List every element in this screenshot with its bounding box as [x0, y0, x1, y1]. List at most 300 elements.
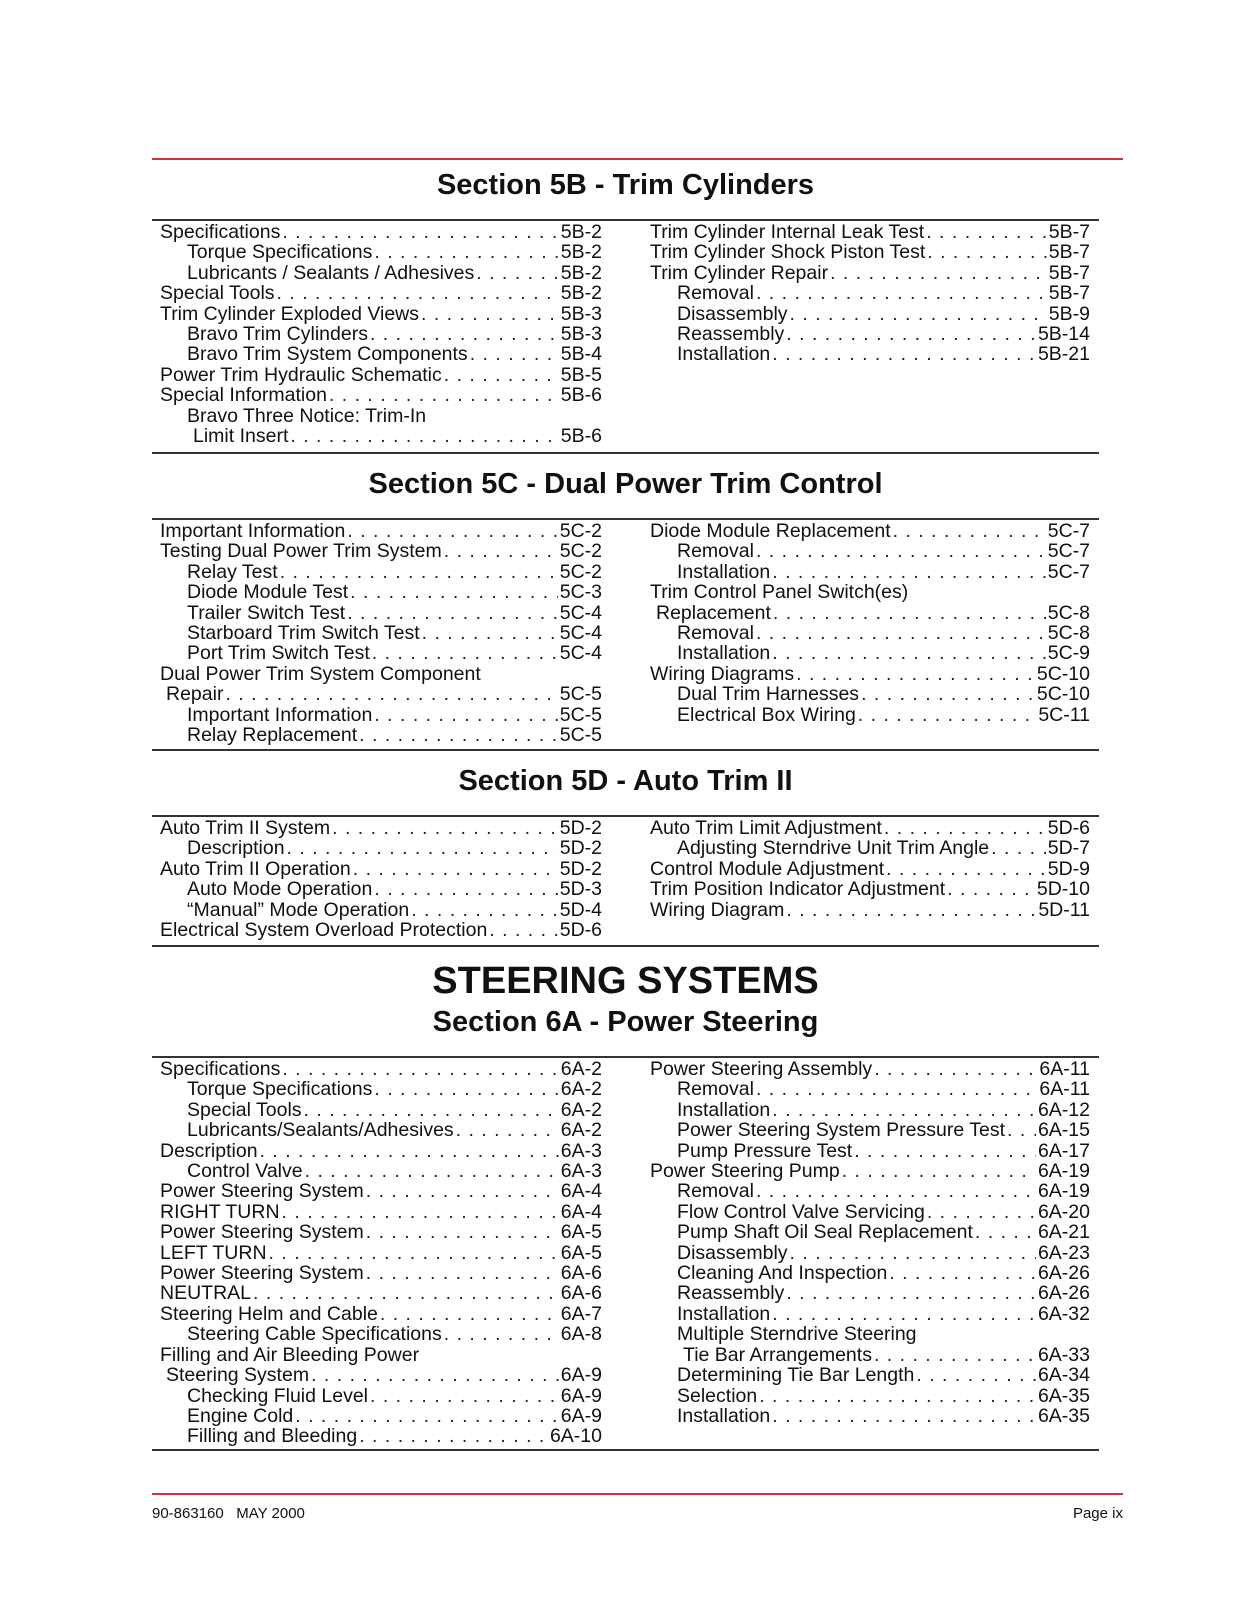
- dot-leader: [295, 1406, 559, 1426]
- toc-entry: [650, 603, 1090, 623]
- toc-entry-page: 6A-17: [1037, 1139, 1090, 1162]
- toc-entry-label: Steering System: [166, 1364, 310, 1387]
- toc-entry-label: Installation: [677, 1404, 771, 1427]
- dot-leader: [421, 304, 559, 324]
- toc-entry-label: Steering Cable Specifications: [187, 1323, 442, 1346]
- toc-entry-page: 5C-8: [1047, 622, 1090, 645]
- toc-entry-label: Dual Trim Harnesses: [677, 683, 860, 706]
- toc-entry-label: LEFT TURN: [160, 1241, 267, 1264]
- toc-entry-label: Filling and Air Bleeding Power: [160, 1343, 420, 1366]
- dot-leader: [277, 283, 559, 303]
- toc-entry-label: Cleaning And Inspection: [677, 1262, 888, 1285]
- toc-entry-label: Installation: [677, 1302, 771, 1325]
- toc-entry-label: “Manual” Mode Operation: [187, 898, 410, 921]
- toc-entry-page: 5C-2: [559, 520, 602, 542]
- toc-entry: [160, 1202, 602, 1222]
- toc-entry: [650, 664, 1090, 684]
- toc-entry: [160, 705, 602, 725]
- dot-leader: [884, 818, 1046, 838]
- dot-leader: [916, 1365, 1036, 1385]
- toc-entry-label: RIGHT TURN: [160, 1200, 280, 1223]
- toc-entry-page: 6A-5: [560, 1241, 602, 1264]
- toc-entry: [160, 1181, 602, 1201]
- toc-entry: [160, 1324, 602, 1344]
- toc-entry-label: Relay Replacement: [187, 724, 358, 747]
- toc-entry-page: 5B-2: [560, 241, 602, 264]
- toc-entry: [160, 900, 602, 920]
- section-rule: [152, 749, 1099, 751]
- toc-entry-page: 6A-35: [1037, 1404, 1090, 1427]
- toc-entry: [650, 222, 1090, 242]
- dot-leader: [858, 705, 1037, 725]
- toc-entry-page: 6A-2: [560, 1058, 602, 1080]
- toc-entry-label: Engine Cold: [187, 1404, 294, 1427]
- dot-leader: [380, 1304, 559, 1324]
- dot-leader: [889, 1263, 1036, 1283]
- toc-column-right: [650, 818, 1090, 940]
- toc-entry-label: Auto Trim II Operation: [160, 857, 351, 880]
- toc-entry-page: 5C-7: [1047, 540, 1090, 563]
- toc-entry: [650, 263, 1090, 283]
- toc-entry-label: Trim Cylinder Internal Leak Test: [650, 221, 925, 243]
- dot-leader: [411, 900, 558, 920]
- toc-entry-page: 6A-6: [560, 1282, 602, 1305]
- dot-leader: [366, 1222, 559, 1242]
- toc-entry: [650, 1059, 1090, 1079]
- toc-entry: [160, 385, 602, 405]
- toc-entry: [650, 1324, 1090, 1344]
- toc-entry: [650, 1100, 1090, 1120]
- toc-entry: [650, 1243, 1090, 1263]
- toc-entry-page: 5C-11: [1038, 703, 1090, 726]
- toc-entry-page: 6A-4: [560, 1180, 602, 1203]
- toc-entry: [160, 406, 602, 426]
- toc-entry-page: 6A-35: [1037, 1384, 1090, 1407]
- toc-entry-label: NEUTRAL: [160, 1282, 252, 1305]
- dot-leader: [991, 838, 1046, 858]
- toc-entry-page: 5D-7: [1047, 837, 1090, 860]
- toc-entry-page: 5B-7: [1048, 241, 1090, 264]
- toc-column-left: [160, 1059, 602, 1447]
- toc-entry-label: Special Tools: [187, 1098, 302, 1121]
- toc-entry-label: Reassembly: [677, 1282, 785, 1305]
- toc-entry-label: Wiring Diagram: [650, 898, 785, 921]
- toc-entry: [160, 684, 602, 704]
- toc-entry-page: 5D-2: [559, 837, 602, 860]
- dot-leader: [374, 1079, 558, 1099]
- toc-entry-label: Diode Module Replacement: [650, 520, 891, 542]
- dot-leader: [756, 623, 1046, 643]
- toc-entry: [650, 324, 1090, 344]
- section-5b: [152, 168, 1099, 448]
- toc-entry: [650, 1283, 1090, 1303]
- toc-entry-label: Limit Insert: [193, 425, 289, 448]
- toc-entry-page: 5B-4: [560, 343, 602, 366]
- toc-entry-page: 5C-4: [559, 642, 602, 665]
- toc-entry-page: 5B-6: [560, 425, 602, 448]
- toc-entry-label: Disassembly: [677, 1241, 788, 1264]
- dot-leader: [790, 304, 1047, 324]
- toc-column-right: [650, 222, 1090, 446]
- toc-entry-label: Installation: [677, 642, 771, 665]
- toc-entry-label: Power Steering System: [160, 1262, 364, 1285]
- page-number: Page ix: [1072, 1505, 1123, 1522]
- toc-entry: [160, 1100, 602, 1120]
- toc-entry-page: 5D-11: [1038, 898, 1090, 921]
- dot-leader: [790, 1243, 1036, 1263]
- toc-entry-label: Power Steering Assembly: [650, 1058, 873, 1080]
- toc-entry-label: Port Trim Switch Test: [187, 642, 370, 665]
- toc-entry: [160, 725, 602, 745]
- toc-entry: [160, 242, 602, 262]
- toc-column-left: [160, 521, 602, 745]
- toc-entry-label: Specifications: [160, 1058, 281, 1080]
- toc-entry-label: Power Steering System Pressure Test: [677, 1119, 1006, 1142]
- toc-entry: [160, 1120, 602, 1140]
- toc-entry: [160, 859, 602, 879]
- top-red-rule: [152, 158, 1123, 160]
- toc-entry: [160, 1406, 602, 1426]
- toc-entry-page: 6A-19: [1037, 1160, 1090, 1183]
- toc-entry: [650, 1365, 1090, 1385]
- toc-entry-page: 6A-2: [560, 1078, 602, 1101]
- toc-entry-page: 5C-7: [1047, 560, 1090, 583]
- toc-entry: [160, 426, 602, 446]
- toc-entry-page: 5C-5: [559, 724, 602, 747]
- document-number: 90-863160 MAY 2000: [152, 1505, 305, 1522]
- dot-leader: [290, 426, 558, 446]
- toc-entry-label: Auto Trim Limit Adjustment: [650, 817, 882, 839]
- toc-entry-page: 5B-2: [560, 282, 602, 305]
- toc-entry-label: Electrical Box Wiring: [677, 703, 856, 726]
- dot-leader: [759, 1386, 1036, 1406]
- dot-leader: [756, 1181, 1036, 1201]
- toc-entry: [650, 562, 1090, 582]
- toc-entry-label: Special Tools: [160, 282, 275, 305]
- toc-entry-label: Removal: [677, 1180, 754, 1203]
- toc-entry-page: 6A-9: [560, 1404, 602, 1427]
- toc-entry-label: Torque Specifications: [187, 241, 373, 264]
- dot-leader: [280, 562, 558, 582]
- toc-entry-label: Relay Test: [187, 560, 278, 583]
- toc-entry-label: Disassembly: [677, 302, 788, 325]
- dot-leader: [359, 1426, 548, 1446]
- dot-leader: [926, 222, 1047, 242]
- toc-entry: [160, 603, 602, 623]
- toc-entry: [160, 521, 602, 541]
- toc-entry-label: Reassembly: [677, 323, 785, 346]
- dot-leader: [927, 1202, 1036, 1222]
- toc-entry-label: Power Steering System: [160, 1180, 364, 1203]
- toc-entry-label: Testing Dual Power Trim System: [160, 540, 442, 563]
- bottom-red-rule: [152, 1493, 1123, 1495]
- toc-entry: [160, 1426, 602, 1446]
- toc-entry: [160, 1161, 602, 1181]
- toc-entry-label: Dual Power Trim System Component: [160, 662, 481, 685]
- toc-entry: [650, 283, 1090, 303]
- section-rule: [152, 1449, 1099, 1451]
- toc-entry-page: 5C-8: [1047, 601, 1090, 624]
- toc-entry: [160, 1386, 602, 1406]
- toc-entry-page: 5B-2: [560, 261, 602, 284]
- toc-entry-page: 6A-15: [1037, 1119, 1090, 1142]
- dot-leader: [359, 725, 558, 745]
- toc-entry: [650, 818, 1090, 838]
- toc-entry-label: Pump Shaft Oil Seal Replacement: [677, 1221, 973, 1244]
- toc-entry: [160, 643, 602, 663]
- toc-entry-label: Installation: [677, 1098, 771, 1121]
- dot-leader: [282, 222, 558, 242]
- toc-entry: [160, 344, 602, 364]
- toc-entry-page: 6A-19: [1037, 1180, 1090, 1203]
- toc-entry: [160, 562, 602, 582]
- dot-leader: [329, 385, 559, 405]
- toc-entry: [160, 365, 602, 385]
- toc-entry: [160, 879, 602, 899]
- toc-entry-page: 5B-7: [1048, 261, 1090, 284]
- dot-leader: [893, 521, 1046, 541]
- toc-entry-page: 6A-3: [560, 1160, 602, 1183]
- toc-entry: [650, 1202, 1090, 1222]
- toc-entry-label: Auto Mode Operation: [187, 878, 373, 901]
- toc-entry: [160, 1263, 602, 1283]
- toc-entry-label: Power Trim Hydraulic Schematic: [160, 363, 442, 386]
- toc-entry: [650, 1345, 1090, 1365]
- toc-entry: [650, 838, 1090, 858]
- toc-entry-label: Power Steering Pump: [650, 1160, 840, 1183]
- toc-entry-label: Multiple Sterndrive Steering: [677, 1323, 917, 1346]
- toc-entry: [650, 582, 1090, 602]
- toc-entry: [650, 344, 1090, 364]
- dot-leader: [772, 1406, 1036, 1426]
- toc-entry-page: 5D-2: [559, 817, 602, 839]
- toc-entry-label: Electrical System Overload Protection: [160, 919, 488, 942]
- toc-entry-label: Trim Cylinder Shock Piston Test: [650, 241, 926, 264]
- section-title: Section 5D - Auto Trim II: [458, 765, 793, 797]
- dot-leader: [1007, 1120, 1036, 1140]
- toc-entry: [650, 1181, 1090, 1201]
- toc-entry-page: 6A-26: [1037, 1282, 1090, 1305]
- toc-entry-label: Torque Specifications: [187, 1078, 373, 1101]
- dot-leader: [456, 1120, 559, 1140]
- toc-entry-page: 6A-10: [549, 1425, 602, 1448]
- toc-entry: [160, 1365, 602, 1385]
- dot-leader: [269, 1243, 559, 1263]
- toc-entry-page: 6A-12: [1037, 1098, 1090, 1121]
- toc-entry-label: Tie Bar Arrangements: [683, 1343, 872, 1366]
- major-heading: STEERING SYSTEMS: [432, 960, 819, 1002]
- section-title: Section 6A - Power Steering: [432, 1006, 819, 1038]
- dot-leader: [975, 1222, 1036, 1242]
- toc-entry-page: 5B-6: [560, 384, 602, 407]
- toc-entry-page: 5B-14: [1037, 323, 1090, 346]
- toc-entry-label: Bravo Three Notice: Trim-In: [187, 404, 427, 427]
- toc-entry-page: 6A-11: [1039, 1058, 1090, 1080]
- dot-leader: [444, 1324, 559, 1344]
- dot-leader: [756, 283, 1047, 303]
- toc-entry-label: Bravo Trim System Components: [187, 343, 468, 366]
- toc-entry: [160, 1141, 602, 1161]
- dot-leader: [311, 1365, 559, 1385]
- dot-leader: [874, 1059, 1037, 1079]
- toc-entry-page: 6A-8: [560, 1323, 602, 1346]
- toc-entry: [650, 1161, 1090, 1181]
- dot-leader: [332, 818, 558, 838]
- toc-entry-label: Trim Position Indicator Adjustment: [650, 878, 946, 901]
- toc-entry-label: Trim Control Panel Switch(es): [650, 581, 909, 604]
- dot-leader: [756, 541, 1046, 561]
- dot-leader: [886, 859, 1046, 879]
- toc-entry-label: Power Steering System: [160, 1221, 364, 1244]
- toc-entry-label: Flow Control Valve Servicing: [677, 1200, 925, 1223]
- toc-entry-page: 5B-5: [560, 363, 602, 386]
- toc-entry: [160, 818, 602, 838]
- toc-entry-page: 5C-4: [559, 622, 602, 645]
- toc-entry-label: Starboard Trim Switch Test: [187, 622, 420, 645]
- toc-entry-page: 5D-10: [1036, 878, 1090, 901]
- dot-leader: [374, 242, 558, 262]
- toc-entry-page: 6A-32: [1037, 1302, 1090, 1325]
- dot-leader: [772, 1304, 1036, 1324]
- dot-leader: [786, 900, 1036, 920]
- toc-entry-label: Diode Module Test: [187, 581, 349, 604]
- dot-leader: [253, 1283, 559, 1303]
- dot-leader: [842, 1161, 1036, 1181]
- dot-leader: [366, 1263, 559, 1283]
- dot-leader: [786, 1283, 1036, 1303]
- section-5d: [152, 749, 1099, 942]
- toc-entry-label: Removal: [677, 540, 754, 563]
- dot-leader: [287, 838, 558, 858]
- toc-entry-label: Trim Cylinder Exploded Views: [160, 302, 420, 325]
- toc-entry-page: 5B-7: [1048, 282, 1090, 305]
- dot-leader: [374, 705, 557, 725]
- toc-entry: [160, 1243, 602, 1263]
- dot-leader: [796, 664, 1035, 684]
- toc-entry-label: Lubricants/Sealants/Adhesives: [187, 1119, 454, 1142]
- toc-entry-page: 5D-4: [559, 898, 602, 921]
- toc-entry-label: Filling and Bleeding: [187, 1425, 358, 1448]
- dot-leader: [260, 1141, 559, 1161]
- toc-entry: [160, 1079, 602, 1099]
- toc-column-left: [160, 222, 602, 446]
- dot-leader: [347, 603, 558, 623]
- toc-entry-label: Important Information: [160, 520, 346, 542]
- toc-entry-page: 5C-7: [1047, 520, 1090, 542]
- toc-entry-page: 6A-6: [560, 1262, 602, 1285]
- dot-leader: [861, 684, 1035, 704]
- toc-entry: [160, 582, 602, 602]
- dot-leader: [772, 643, 1045, 663]
- toc-entry: [160, 283, 602, 303]
- toc-entry-page: 6A-5: [560, 1221, 602, 1244]
- toc-entry: [160, 623, 602, 643]
- toc-entry-page: 6A-2: [560, 1119, 602, 1142]
- toc-entry-label: Installation: [677, 560, 771, 583]
- dot-leader: [854, 1141, 1036, 1161]
- dot-leader: [773, 603, 1046, 623]
- dot-leader: [366, 1181, 559, 1201]
- dot-leader: [874, 1345, 1036, 1365]
- toc-entry: [160, 838, 602, 858]
- toc-entry: [160, 222, 602, 242]
- toc-entry-page: 6A-9: [560, 1364, 602, 1387]
- toc-entry: [160, 324, 602, 344]
- dot-leader: [422, 623, 558, 643]
- toc-entry-page: 6A-33: [1037, 1343, 1090, 1366]
- dot-leader: [370, 1386, 559, 1406]
- dot-leader: [225, 684, 557, 704]
- toc-entry-label: Installation: [677, 343, 771, 366]
- dot-leader: [304, 1100, 559, 1120]
- toc-entry: [650, 1304, 1090, 1324]
- toc-entry-label: Removal: [677, 622, 754, 645]
- toc-entry: [650, 521, 1090, 541]
- section-rule: [152, 452, 1099, 454]
- dot-leader: [489, 920, 557, 940]
- toc-entry: [650, 900, 1090, 920]
- toc-entry: [650, 643, 1090, 663]
- toc-entry-page: 6A-11: [1039, 1078, 1090, 1101]
- dot-leader: [772, 344, 1036, 364]
- section-title: Section 5B - Trim Cylinders: [436, 169, 815, 201]
- dot-leader: [830, 263, 1047, 283]
- toc-entry-label: Repair: [166, 683, 224, 706]
- toc-entry-page: 5B-21: [1037, 343, 1090, 366]
- toc-entry: [160, 664, 602, 684]
- toc-entry: [650, 242, 1090, 262]
- toc-entry-page: 5C-3: [559, 581, 602, 604]
- toc-entry-page: 5B-2: [560, 221, 602, 243]
- toc-entry: [650, 1120, 1090, 1140]
- toc-entry-page: 5B-7: [1048, 221, 1090, 243]
- toc-entry-page: 5C-2: [559, 560, 602, 583]
- toc-entry-page: 5B-3: [560, 323, 602, 346]
- toc-entry-page: 6A-23: [1037, 1241, 1090, 1264]
- dot-leader: [786, 324, 1036, 344]
- dot-leader: [444, 541, 558, 561]
- toc-entry-page: 6A-21: [1037, 1221, 1090, 1244]
- dot-leader: [476, 263, 559, 283]
- dot-leader: [305, 1161, 559, 1181]
- toc-entry-label: Adjusting Sterndrive Unit Trim Angle: [677, 837, 990, 860]
- toc-entry-page: 5C-4: [559, 601, 602, 624]
- toc-entry-label: Trim Cylinder Repair: [650, 261, 829, 284]
- dot-leader: [372, 643, 558, 663]
- section-rule: [152, 945, 1099, 947]
- toc-entry-label: Wiring Diagrams: [650, 662, 795, 685]
- toc-entry-label: Important Information: [187, 703, 373, 726]
- toc-entry-page: 6A-3: [560, 1139, 602, 1162]
- dot-leader: [347, 521, 557, 541]
- toc-entry-label: Lubricants / Sealants / Adhesives: [187, 261, 475, 284]
- toc-entry-page: 6A-9: [560, 1384, 602, 1407]
- toc-entry-page: 5D-6: [559, 919, 602, 942]
- toc-entry-label: Specifications: [160, 221, 281, 243]
- section-6a: [152, 945, 1099, 1451]
- dot-leader: [470, 344, 559, 364]
- toc-entry-label: Control Module Adjustment: [650, 857, 885, 880]
- toc-entry: [160, 1304, 602, 1324]
- toc-entry: [650, 1406, 1090, 1426]
- toc-entry: [650, 859, 1090, 879]
- toc-entry: [160, 1059, 602, 1079]
- toc-entry-label: Selection: [677, 1384, 758, 1407]
- toc-column-left: [160, 818, 602, 940]
- toc-entry-label: Determining Tie Bar Length: [677, 1364, 915, 1387]
- toc-entry-page: 5C-5: [559, 683, 602, 706]
- toc-entry: [160, 1283, 602, 1303]
